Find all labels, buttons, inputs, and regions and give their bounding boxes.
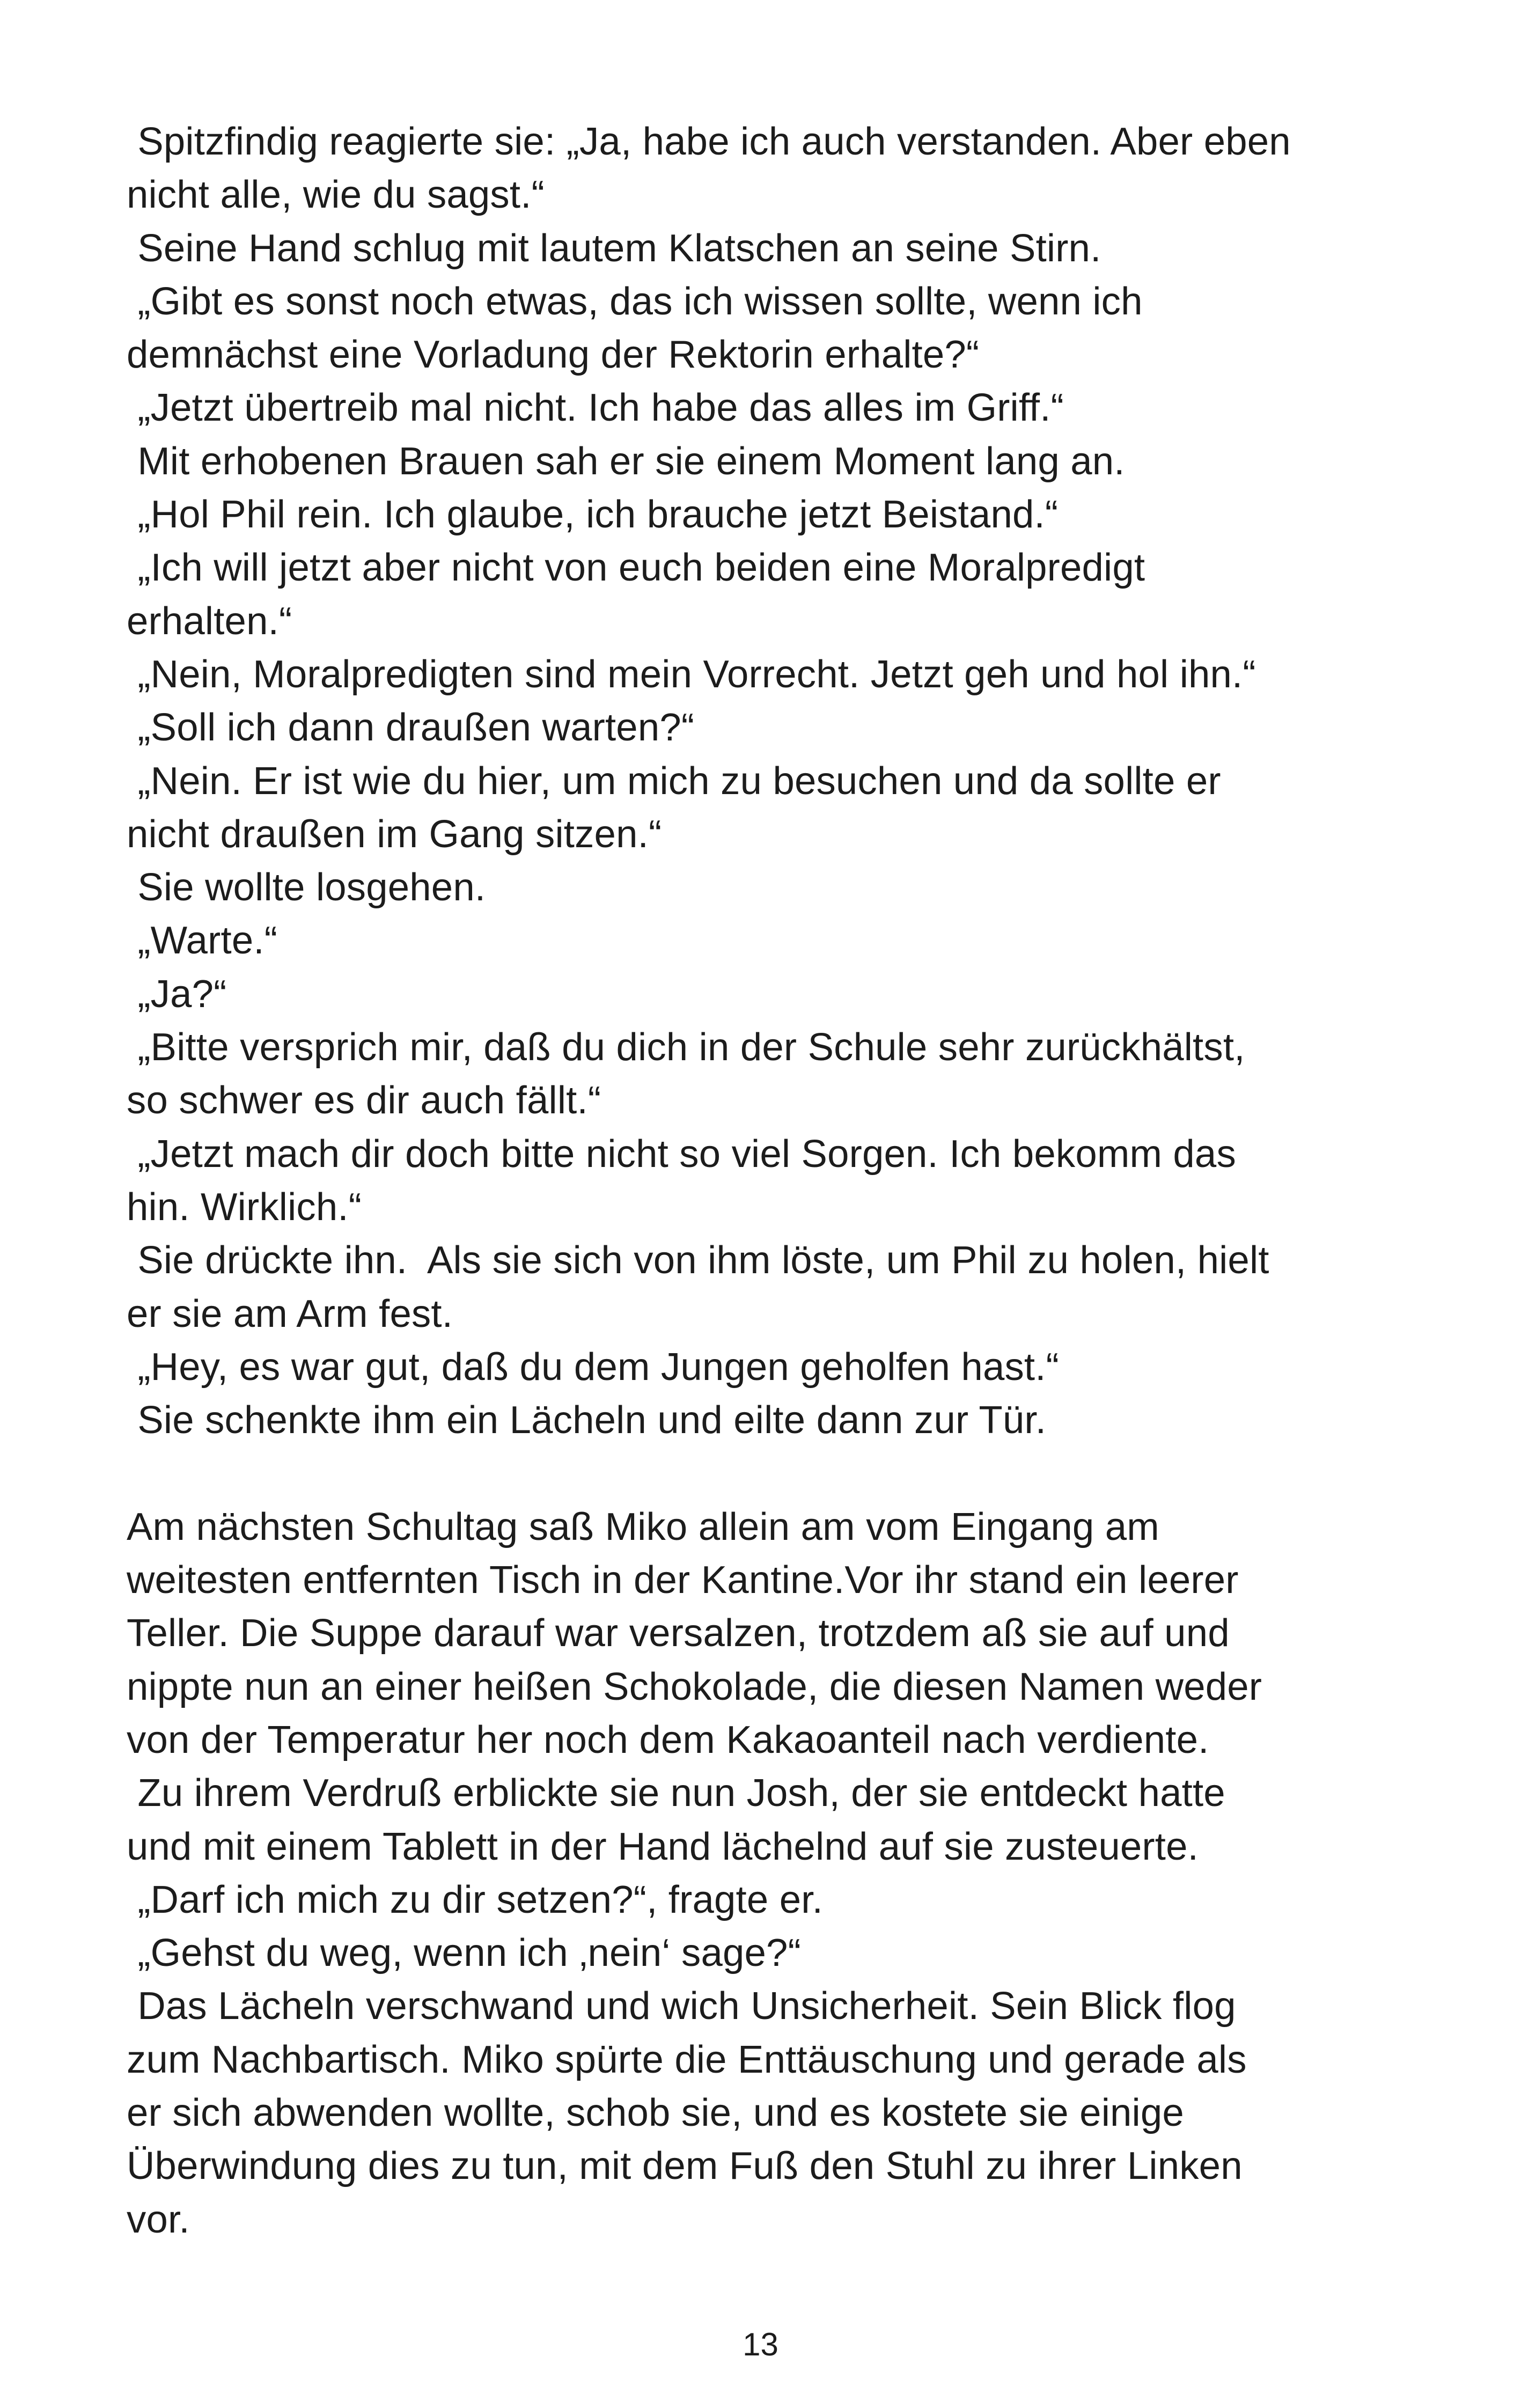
text-line: nicht draußen im Gang sitzen.“ — [127, 812, 662, 856]
text-line: „Bitte versprich mir, daß du dich in der Schule sehr zurückhältst, — [127, 1025, 1245, 1069]
text-line: Mit erhobenen Brauen sah er sie einem Moment lang an. — [127, 439, 1125, 483]
text-line: er sie am Arm fest. — [127, 1291, 453, 1335]
text-line: Teller. Die Suppe darauf war versalzen, trotzdem aß sie auf und — [127, 1611, 1230, 1655]
text-line: Sie schenkte ihm ein Lächeln und eilte dann zur Tür. — [127, 1398, 1047, 1442]
text-line: „Soll ich dann draußen warten?“ — [127, 706, 695, 750]
text-line: „Nein, Moralpredigten sind mein Vorrecht. Jetzt geh und hol ihn.“ — [127, 652, 1256, 696]
text-line: Zu ihrem Verdruß erblickte sie nun Josh, der sie entdeckt hatte — [127, 1771, 1225, 1815]
text-line: und mit einem Tablett in der Hand lächelnd auf sie zusteuerte. — [127, 1824, 1199, 1868]
text-line: erhalten.“ — [127, 599, 292, 643]
text-line: er sich abwenden wollte, schob sie, und es kostete sie einige — [127, 2090, 1184, 2134]
section-break — [127, 1447, 1436, 1500]
text-line: „Darf ich mich zu dir setzen?“, fragte er. — [127, 1877, 823, 1921]
body-text — [127, 115, 1436, 2246]
text-line: Das Lächeln verschwand und wich Unsicherheit. Sein Blick flog — [127, 1984, 1236, 2028]
text-line: hin. Wirklich.“ — [127, 1185, 362, 1229]
text-line: weitesten entfernten Tisch in der Kantine.Vor ihr stand ein leerer — [127, 1558, 1239, 1602]
text-section-2 — [127, 1500, 1436, 2246]
text-line: „Jetzt mach dir doch bitte nicht so viel Sorgen. Ich bekomm das — [127, 1132, 1236, 1176]
text-line: nicht alle, wie du sagst.“ — [127, 173, 545, 217]
text-line: so schwer es dir auch fällt.“ — [127, 1078, 601, 1122]
text-line: vor. — [127, 2197, 190, 2241]
text-line: „Gibt es sonst noch etwas, das ich wissen sollte, wenn ich — [127, 279, 1143, 323]
text-line: „Jetzt übertreib mal nicht. Ich habe das alles im Griff.“ — [127, 386, 1064, 430]
page-number: 13 — [743, 2326, 778, 2362]
text-line: demnächst eine Vorladung der Rektorin erhalte?“ — [127, 333, 980, 377]
text-line: Sie drückte ihn. Als sie sich von ihm löste, um Phil zu holen, hielt — [127, 1238, 1269, 1282]
text-line: Überwindung dies zu tun, mit dem Fuß den Stuhl zu ihrer Linken — [127, 2144, 1243, 2188]
text-line: „Warte.“ — [127, 919, 278, 963]
text-line: Spitzfindig reagierte sie: „Ja, habe ich auch verstanden. Aber eben — [127, 120, 1291, 163]
text-line: Sie wollte losgehen. — [127, 865, 486, 909]
text-line: „Hol Phil rein. Ich glaube, ich brauche jetzt Beistand.“ — [127, 493, 1059, 537]
text-line: Seine Hand schlug mit lautem Klatschen an seine Stirn. — [127, 226, 1101, 270]
text-line: zum Nachbartisch. Miko spürte die Enttäuschung und gerade als — [127, 2037, 1247, 2081]
text-line: „Ja?“ — [127, 972, 227, 1016]
text-line: „Hey, es war gut, daß du dem Jungen geholfen hast.“ — [127, 1345, 1059, 1389]
text-line: Am nächsten Schultag saß Miko allein am vom Eingang am — [127, 1504, 1159, 1548]
text-line: von der Temperatur her noch dem Kakaoanteil nach verdiente. — [127, 1717, 1209, 1761]
text-line: „Ich will jetzt aber nicht von euch beiden eine Moralpredigt — [127, 546, 1145, 590]
text-line: „Gehst du weg, wenn ich ‚nein‘ sage?“ — [127, 1931, 801, 1975]
text-section-1 — [127, 115, 1436, 1447]
text-line: nippte nun an einer heißen Schokolade, die diesen Namen weder — [127, 1664, 1262, 1708]
text-line: „Nein. Er ist wie du hier, um mich zu besuchen und da sollte er — [127, 759, 1221, 803]
